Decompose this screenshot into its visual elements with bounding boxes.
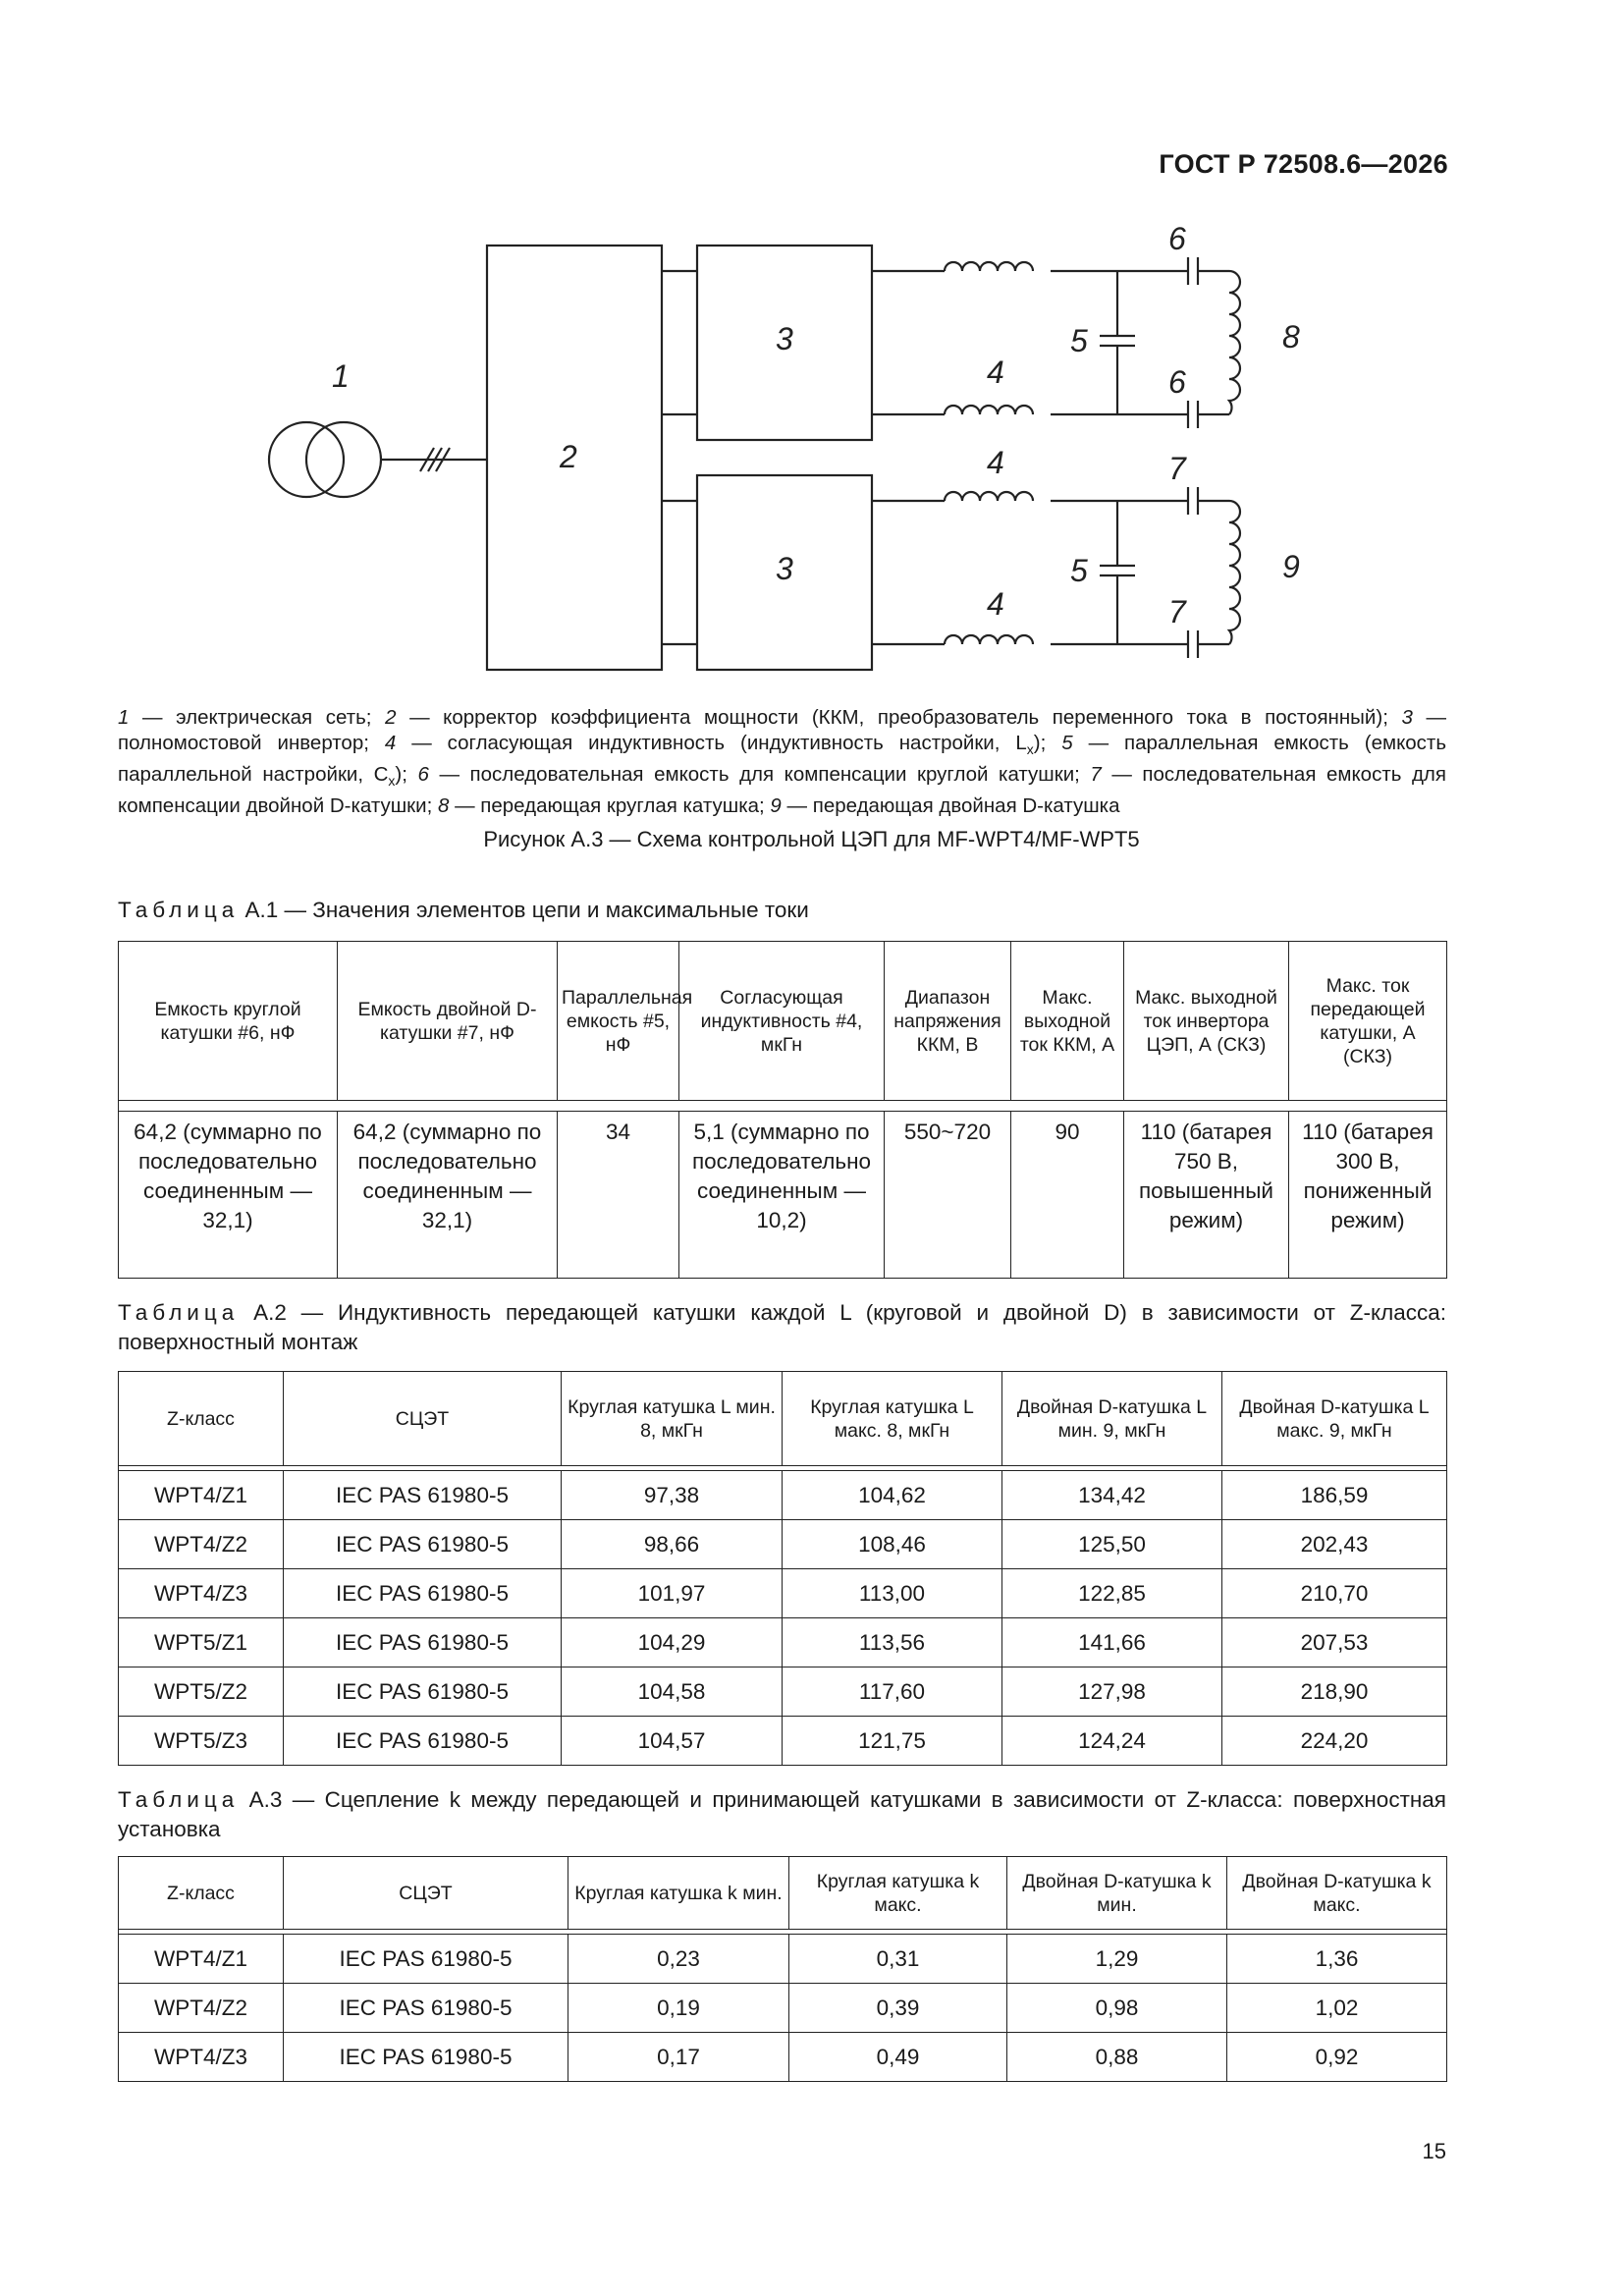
table1-cell: 110 (батарея 750 В, повышенный режим) [1124,1112,1289,1279]
label-inductor-top: 4 [987,355,1004,390]
table2-cell: 218,90 [1222,1667,1447,1717]
table3-cell: 0,88 [1007,2033,1227,2082]
table1-header-cell: Диапазон напряжения ККМ, В [885,942,1011,1101]
table-row [119,1717,1447,1766]
table3-header-cell: Двойная D-катушка k макс. [1227,1857,1447,1930]
label-cap-ser-top-a: 6 [1168,224,1186,256]
label-cap-par-bottom: 5 [1070,553,1088,588]
table2-header-cell: Круглая катушка L макс. 8, мкГн [783,1372,1002,1466]
table2-cell: WPT4/Z1 [119,1471,284,1520]
table2-cell: 101,97 [562,1569,783,1618]
table1-cell: 110 (батарея 300 В, пониженный режим) [1289,1112,1447,1279]
legend-num: 1 [118,706,130,729]
table2-cell: 207,53 [1222,1618,1447,1667]
table-row [119,1984,1447,2033]
table2-cell: 210,70 [1222,1569,1447,1618]
table3-cell: 1,29 [1007,1935,1227,1984]
table-a1 [118,941,1447,1279]
table2-cell: WPT4/Z2 [119,1520,284,1569]
table3-cell: WPT4/Z1 [119,1935,284,1984]
caption-text: А.3 — Сцепление k между передающей и принимающей катушками в зависимости от Z-класса: поверхностная установка [118,1787,1446,1841]
table2-header-cell: Круглая катушка L мин. 8, мкГн [562,1372,783,1466]
legend-num: 3 [1401,706,1413,729]
legend-text: — последовательная емкость для компенсации двойной D-катушки; [118,763,1446,818]
table3-header-cell: СЦЭТ [284,1857,568,1930]
table-word: Таблица [118,1300,240,1325]
table3-cell: WPT4/Z3 [119,2033,284,2082]
document-header: ГОСТ Р 72508.6—2026 [1159,149,1448,179]
table2-cell: 134,42 [1002,1471,1222,1520]
table2-cell: 186,59 [1222,1471,1447,1520]
table2-cell: IEC PAS 61980-5 [284,1520,562,1569]
table3-header-cell: Z-класс [119,1857,284,1930]
caption-text: А.2 — Индуктивность передающей катушки каждой L (круговой и двойной D) в зависимости от Z-класса: поверхностный монтаж [118,1300,1446,1354]
table2-cell: IEC PAS 61980-5 [284,1667,562,1717]
legend-num: 9 [770,794,782,818]
table3-header-cell: Круглая катушка k макс. [789,1857,1007,1930]
legend-text: — полномостовой инвертор; [118,706,1446,754]
table2-cell: IEC PAS 61980-5 [284,1471,562,1520]
figure-caption: Рисунок А.3 — Схема контрольной ЦЭП для MF-WPT4/MF-WPT5 [483,827,1140,851]
legend-text: — согласующая индуктивность (индуктивность настройки, L [396,732,1027,754]
table3-cell: IEC PAS 61980-5 [284,2033,568,2082]
table2-cell: 104,58 [562,1667,783,1717]
legend-num: 6 [417,763,429,787]
coil-9 [1229,501,1240,644]
table2-cell: IEC PAS 61980-5 [284,1569,562,1618]
table2-cell: 108,46 [783,1520,1002,1569]
table3-cell: IEC PAS 61980-5 [284,1984,568,2033]
legend-text: — последовательная емкость для компенсации круглой катушки; [428,763,1091,787]
table2-caption [118,1298,1446,1357]
table-row [119,1569,1447,1618]
table1-cell: 64,2 (суммарно по последовательно соединенным — 32,1) [119,1112,338,1279]
table3-cell: 0,31 [789,1935,1007,1984]
table2-cell: 125,50 [1002,1520,1222,1569]
label-cap-par-top: 5 [1070,323,1088,358]
table2-cell: 113,56 [783,1618,1002,1667]
table2-cell: WPT5/Z3 [119,1717,284,1766]
table2-header-cell: Двойная D-катушка L мин. 9, мкГн [1002,1372,1222,1466]
label-cap-ser-top-b: 6 [1168,364,1186,400]
legend-text: ); [395,763,418,787]
table2-cell: 224,20 [1222,1717,1447,1766]
label-inductor-bottom-b: 4 [987,586,1004,622]
table3-header-cell: Круглая катушка k мин. [568,1857,789,1930]
table2-cell: 113,00 [783,1569,1002,1618]
table-row [119,1112,1447,1279]
table1-header-cell: Макс. выходной ток ККМ, А [1011,942,1124,1101]
table-row [119,1935,1447,1984]
table1-cell: 90 [1011,1112,1124,1279]
table-a2 [118,1371,1447,1766]
legend-num: 8 [437,794,450,818]
table3-cell: WPT4/Z2 [119,1984,284,2033]
label-inductor-bottom-a: 4 [987,445,1004,480]
table3-header-cell: Двойная D-катушка k мин. [1007,1857,1227,1930]
label-coil-8: 8 [1282,319,1300,355]
table-row [119,1520,1447,1569]
legend-text: — передающая круглая катушка; [449,794,771,818]
table1-header-cell: Параллельная емкость #5, нФ [558,942,679,1101]
legend-sub: x [1026,741,1034,758]
page-number: 15 [1422,2139,1446,2163]
table2-cell: IEC PAS 61980-5 [284,1618,562,1667]
label-inverter-top: 3 [776,321,793,356]
table3-cell: 0,19 [568,1984,789,2033]
table1-header-cell: Макс. выходной ток инвертора ЦЭП, А (СКЗ) [1124,942,1289,1101]
table1-caption [118,896,1446,925]
table2-cell: 202,43 [1222,1520,1447,1569]
caption-text: А.1 — Значения элементов цепи и максимальные токи [239,898,809,922]
table1-cell: 64,2 (суммарно по последовательно соединенным — 32,1) [338,1112,558,1279]
table2-cell: 122,85 [1002,1569,1222,1618]
table3-cell: IEC PAS 61980-5 [284,1935,568,1984]
table2-cell: 117,60 [783,1667,1002,1717]
table2-cell: 104,57 [562,1717,783,1766]
figure-legend [118,705,1446,819]
table1-header-cell: Емкость двойной D-катушки #7, нФ [338,942,558,1101]
inductor-top-b [945,406,1033,414]
table1-header-cell: Емкость круглой катушки #6, нФ [119,942,338,1101]
table2-cell: WPT5/Z2 [119,1667,284,1717]
label-cap-ser-bot-a: 7 [1168,451,1186,486]
label-grid: 1 [332,358,350,394]
legend-text: — корректор коэффициента мощности (ККМ, преобразователь переменного тока в постоянный); [396,706,1402,729]
table1-header-cell: Макс. ток передающей катушки, А (СКЗ) [1289,942,1447,1101]
table1-cell: 5,1 (суммарно по последовательно соединенным — 10,2) [679,1112,885,1279]
table3-cell: 1,36 [1227,1935,1447,1984]
table-row [119,1618,1447,1667]
table1-header-cell: Согласующая индуктивность #4, мкГн [679,942,885,1101]
label-cap-ser-bot-b: 7 [1168,594,1186,629]
table2-cell: 104,29 [562,1618,783,1667]
label-inverter-bottom: 3 [776,551,793,586]
table2-header-cell: СЦЭТ [284,1372,562,1466]
table-word: Таблица [118,898,240,922]
table2-cell: 98,66 [562,1520,783,1569]
table2-cell: 141,66 [1002,1618,1222,1667]
table-word: Таблица [118,1787,240,1812]
table2-cell: 104,62 [783,1471,1002,1520]
legend-text: ); [1033,732,1062,754]
table3-cell: 0,17 [568,2033,789,2082]
table2-cell: 127,98 [1002,1667,1222,1717]
legend-num: 7 [1090,763,1102,787]
table-a3 [118,1856,1447,2082]
table1-cell: 34 [558,1112,679,1279]
legend-sub: x [388,773,396,790]
table3-cell: 0,39 [789,1984,1007,2033]
table3-cell: 0,23 [568,1935,789,1984]
circuit-diagram [245,224,1345,685]
legend-num: 2 [385,706,397,729]
coil-8 [1229,271,1240,414]
label-pfc: 2 [560,439,577,474]
table3-caption [118,1785,1446,1844]
label-coil-9: 9 [1282,549,1300,584]
table3-cell: 1,02 [1227,1984,1447,2033]
table1-cell: 550~720 [885,1112,1011,1279]
table-row [119,2033,1447,2082]
table3-cell: 0,49 [789,2033,1007,2082]
table2-cell: 97,38 [562,1471,783,1520]
table2-header-cell: Двойная D-катушка L макс. 9, мкГн [1222,1372,1447,1466]
table2-cell: WPT4/Z3 [119,1569,284,1618]
legend-text: — передающая двойная D-катушка [781,794,1120,818]
table2-cell: IEC PAS 61980-5 [284,1717,562,1766]
table3-cell: 0,98 [1007,1984,1227,2033]
table2-header-cell: Z-класс [119,1372,284,1466]
table-row [119,1667,1447,1717]
legend-text: — параллельная емкость (емкость параллельной настройки, C [118,732,1446,787]
inductor-top-a [945,262,1033,271]
table-row [119,1471,1447,1520]
inductor-bottom-a [945,492,1033,501]
inductor-bottom-b [945,635,1033,644]
table2-cell: 124,24 [1002,1717,1222,1766]
table2-cell: 121,75 [783,1717,1002,1766]
table3-cell: 0,92 [1227,2033,1447,2082]
table2-cell: WPT5/Z1 [119,1618,284,1667]
legend-text: — электрическая сеть; [129,706,386,729]
legend-num: 5 [1061,732,1073,754]
legend-num: 4 [384,732,397,754]
